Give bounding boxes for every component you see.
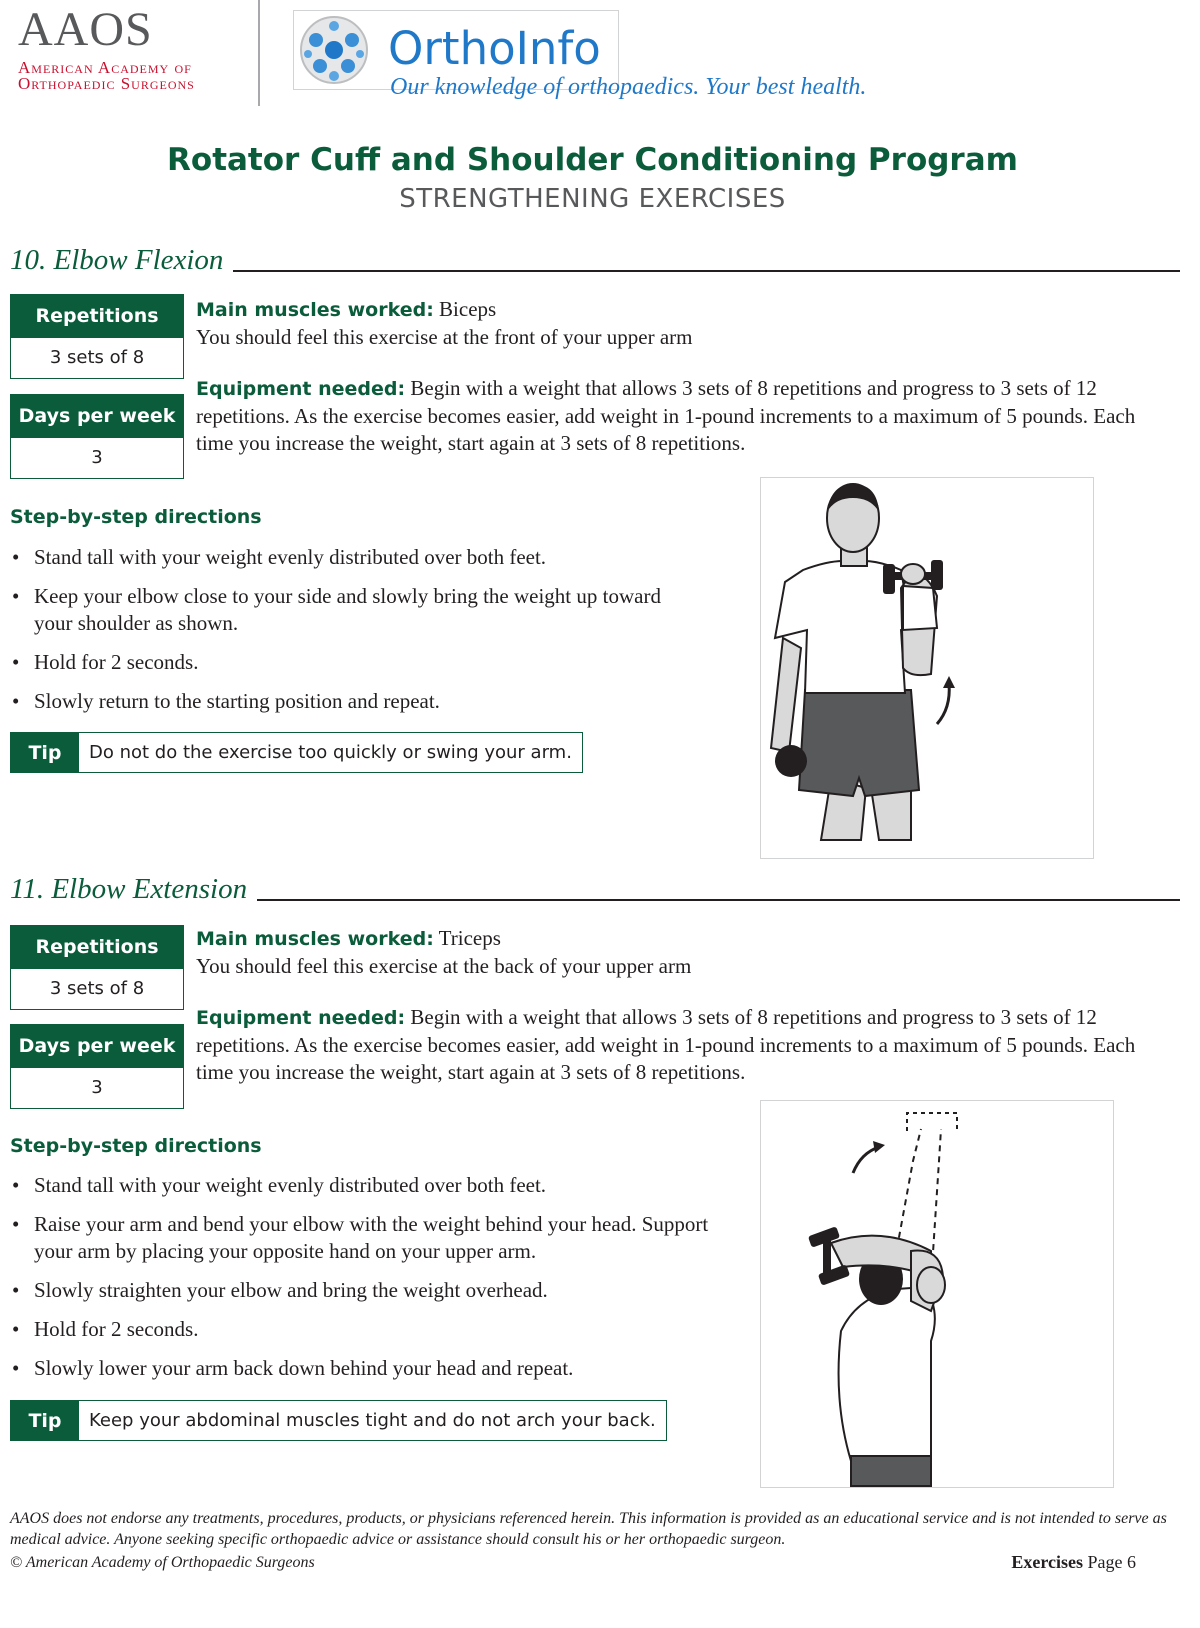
repetitions-label: Repetitions [11,295,183,338]
equipment-needed [196,375,1156,457]
tip-box [10,732,583,773]
exercise-heading: 11. Elbow Extension [10,873,257,906]
repetitions-value: 3 sets of 8 [49,347,145,368]
equipment-label: Equipment needed: [196,1007,406,1029]
muscles-value: Triceps [433,926,501,950]
list-item: • Hold for 2 seconds. [10,649,680,676]
feel-text: You should feel this exercise at the front of your upper arm [196,325,693,349]
orthoinfo-ball-logo-icon [298,14,370,86]
copyright: © American Academy of Orthopaedic Surgeons [10,1554,315,1571]
directions-list [10,544,680,727]
days-per-week-box [10,1024,184,1109]
days-per-week-label: Days per week [11,1025,183,1068]
muscles-worked [196,296,1156,351]
feel-text: You should feel this exercise at the back of your upper arm [196,954,692,978]
muscles-label: Main muscles worked: [196,928,434,950]
page-text: Page 6 [1083,1552,1136,1572]
muscles-label: Main muscles worked: [196,299,434,321]
days-per-week-label: Days per week [11,395,183,438]
days-per-week-box [10,394,184,479]
list-item: • Slowly return to the starting position and repeat. [10,688,680,715]
equipment-text: Begin with a weight that allows 3 sets of 8 repetitions and progress to 3 sets of 12 repetitions. As the exercise becomes easier, add weight in 1-pound increments to a maximum of 5 pounds. Each time you increase the weight, start again at 3 sets of 8 repetitions. [196,376,1136,455]
page-label: Exercises [1011,1552,1083,1572]
list-item: • Stand tall with your weight evenly distributed over both feet. [10,544,680,571]
list-item: • Raise your arm and bend your elbow with the weight behind your head. Support your arm by placing your opposite hand on your upper arm. [10,1211,740,1265]
tip-box [10,1400,667,1441]
exercise-heading: 10. Elbow Flexion [10,244,233,277]
directions-title: Step-by-step directions [10,506,262,528]
page-title: Rotator Cuff and Shoulder Conditioning Program [167,142,1018,178]
tip-label: Tip [11,1401,79,1440]
repetitions-box [10,925,184,1010]
elbow-flexion-illustration [760,477,1094,859]
header-divider [258,0,260,106]
curved-arrow-icon [937,684,949,724]
orthoinfo-wordmark: OrthoInfo [388,22,601,75]
aaos-logo [18,2,153,57]
exercise-figure [761,478,1093,858]
disclaimer: AAOS does not endorse any treatments, procedures, products, or physicians referenced herein. This information is provided as an educational service and is not intended to serve as medical advice. Anyone seeking specific orthopaedic advice or assistance should consult his or her orthopaedic surgeon. [10,1510,1167,1548]
repetitions-value: 3 sets of 8 [49,978,145,999]
muscles-worked [196,925,1166,980]
elbow-extension-illustration [760,1100,1114,1488]
tip-text: Keep your abdominal muscles tight and do not arch your back. [89,1410,656,1431]
equipment-label: Equipment needed: [196,378,406,400]
aaos-name-line2: Orthopaedic Surgeons [18,74,195,93]
list-item: • Keep your elbow close to your side and slowly bring the weight up toward your shoulder as shown. [10,583,680,637]
days-per-week-value: 3 [91,447,103,468]
muscles-value: Biceps [433,297,497,321]
tip-text: Do not do the exercise too quickly or swing your arm. [89,742,572,763]
page-number [1011,1552,1136,1573]
directions-title: Step-by-step directions [10,1135,262,1157]
list-item: • Slowly straighten your elbow and bring the weight overhead. [10,1277,740,1304]
exercise-figure [761,1101,1113,1487]
equipment-needed [196,1004,1166,1086]
list-item: • Hold for 2 seconds. [10,1316,740,1343]
equipment-text: Begin with a weight that allows 3 sets of 8 repetitions and progress to 3 sets of 12 repetitions. As the exercise becomes easier, add weight in 1-pound increments to a maximum of 5 pounds. Each time you increase the weight, start again at 3 sets of 8 repetitions. [196,1005,1136,1084]
orthoinfo-tagline: Our knowledge of orthopaedics. Your best health. [390,74,867,100]
repetitions-label: Repetitions [11,926,183,969]
repetitions-box [10,294,184,379]
aaos-name-line1: American Academy of [18,58,192,77]
days-per-week-value: 3 [91,1077,103,1098]
aaos-wordmark: AAOS [18,3,153,56]
list-item: • Stand tall with your weight evenly distributed over both feet. [10,1172,740,1199]
tip-label: Tip [11,733,79,772]
list-item: • Slowly lower your arm back down behind your head and repeat. [10,1355,740,1382]
page-subtitle: STRENGTHENING EXERCISES [399,184,786,214]
directions-list [10,1172,740,1394]
